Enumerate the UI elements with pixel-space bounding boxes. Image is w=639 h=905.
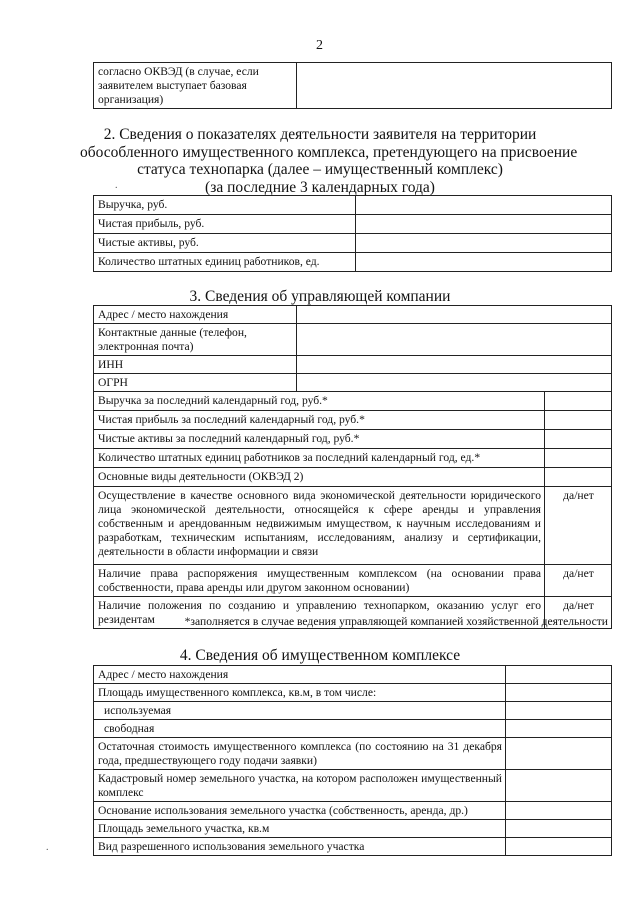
row-value-cell[interactable] (506, 738, 612, 770)
row-value-cell[interactable] (297, 356, 612, 374)
row-value-cell[interactable] (545, 449, 612, 468)
heading-line: 2. Сведения о показателях деятельности заявителя на территории (103, 126, 537, 143)
table-row (94, 306, 612, 324)
row-value-cell[interactable] (506, 720, 612, 738)
table-row (94, 234, 612, 253)
row-value-cell[interactable] (297, 324, 612, 356)
row-label: Чистые активы, руб. (94, 234, 356, 253)
row-value-cell[interactable] (506, 684, 612, 702)
table-row (94, 666, 612, 684)
table-row (94, 392, 612, 411)
row-value-cell[interactable] (506, 820, 612, 838)
row-label: Адрес / место нахождения (94, 666, 506, 684)
row-label: Адрес / место нахождения (94, 306, 297, 324)
table-row (94, 720, 612, 738)
page-number: 2 (316, 38, 323, 53)
section-2-heading (80, 126, 578, 196)
row-label: ОГРН (94, 374, 297, 392)
heading-line: 3. Сведения об управляющей компании (189, 288, 451, 305)
section-2-table (93, 195, 612, 272)
heading-line: 4. Сведения об имущественном комплексе (179, 647, 461, 664)
heading-line: обособленного имущественного комплекса, претендующего на присвоение (80, 143, 578, 161)
row-value-cell[interactable] (356, 215, 612, 234)
table-row (94, 820, 612, 838)
table-row (94, 63, 612, 109)
stray-mark: . (115, 180, 118, 191)
table-row (94, 253, 612, 272)
table-row (94, 487, 612, 565)
row-label: Чистая прибыль за последний календарный год, руб.* (94, 411, 545, 430)
section-3-table (93, 305, 612, 629)
yes-no-value[interactable]: да/нет (545, 565, 612, 597)
row-value-cell[interactable] (356, 196, 612, 215)
section-4-table (93, 665, 612, 856)
section-3-heading (80, 288, 560, 306)
row-value-cell[interactable] (356, 234, 612, 253)
yes-no-value[interactable]: да/нет (545, 487, 612, 565)
stray-mark: . (46, 842, 49, 853)
row-value-cell[interactable] (506, 770, 612, 802)
row-label: используемая (94, 702, 506, 720)
row-value-cell[interactable] (506, 702, 612, 720)
row-label: Основные виды деятельности (ОКВЭД 2) (94, 468, 545, 487)
table-row (94, 196, 612, 215)
row-label: Основание использования земельного участка (собственность, аренда, др.) (94, 802, 506, 820)
footnote: *заполняется в случае ведения управляющей компанией хозяйственной деятельности (184, 615, 608, 628)
row-label: согласно ОКВЭД (в случае, если заявителем выступает базовая организация) (94, 63, 297, 109)
table-row (94, 802, 612, 820)
row-label: Чистые активы за последний календарный год, руб.* (94, 430, 545, 449)
row-label: Количество штатных единиц работников за последний календарный год, ед.* (94, 449, 545, 468)
table-row (94, 468, 612, 487)
table-row (94, 702, 612, 720)
row-value-cell[interactable] (297, 306, 612, 324)
row-value-cell[interactable] (297, 374, 612, 392)
row-label: ИНН (94, 356, 297, 374)
heading-line: (за последние 3 календарных года) (205, 178, 435, 196)
row-label: Остаточная стоимость имущественного комплекса (по состоянию на 31 декабря года, предшествующего году подачи заявки) (94, 738, 506, 770)
row-value-cell[interactable] (545, 392, 612, 411)
table-row (94, 770, 612, 802)
table-row (94, 374, 612, 392)
table-row (94, 738, 612, 770)
table-row (94, 356, 612, 374)
table-row (94, 565, 612, 597)
row-label: Выручка, руб. (94, 196, 356, 215)
row-label: Наличие положения по созданию и управлению технопарком, оказанию услуг его резидентам (94, 597, 545, 629)
row-label: Вид разрешенного использования земельного участка (94, 838, 506, 856)
row-label: Площадь имущественного комплекса, кв.м, в том числе: (94, 684, 506, 702)
row-label: Чистая прибыль, руб. (94, 215, 356, 234)
row-label: Количество штатных единиц работников, ед. (94, 253, 356, 272)
table-row (94, 838, 612, 856)
section-4-heading (80, 647, 560, 665)
row-value-cell[interactable] (356, 253, 612, 272)
top-table (93, 62, 612, 109)
row-value-cell[interactable] (545, 430, 612, 449)
row-label: Кадастровый номер земельного участка, на котором расположен имущественный комплекс (94, 770, 506, 802)
table-row (94, 215, 612, 234)
table-row (94, 430, 612, 449)
table-row (94, 324, 612, 356)
row-value-cell[interactable] (545, 411, 612, 430)
row-label: свободная (94, 720, 506, 738)
row-value-cell[interactable] (506, 802, 612, 820)
row-label: Площадь земельного участка, кв.м (94, 820, 506, 838)
row-value-cell[interactable] (297, 63, 612, 109)
table-row (94, 449, 612, 468)
row-label: Контактные данные (телефон, электронная почта) (94, 324, 297, 356)
heading-line: статуса технопарка (далее – имущественный комплекс) (137, 161, 503, 178)
row-value-cell[interactable] (545, 468, 612, 487)
row-value-cell[interactable] (506, 666, 612, 684)
row-label: Осуществление в качестве основного вида экономической деятельности юридического лица экономической деятельности, относящейся к сфере аренды и управления собственным и арендованным недвижимым имуществом, к научным исследованиям и разработкам, техническим испытаниям, исследованиям, анализу и сертификации, деятельности в области информации и связи (94, 487, 545, 565)
row-label: Выручка за последний календарный год, руб.* (94, 392, 545, 411)
yes-no-value[interactable]: да/нет (545, 597, 612, 629)
row-value-cell[interactable] (506, 838, 612, 856)
table-row (94, 684, 612, 702)
row-label: Наличие права распоряжения имущественным комплексом (на основании права собственности, права аренды или другом законном основании) (94, 565, 545, 597)
table-row (94, 411, 612, 430)
